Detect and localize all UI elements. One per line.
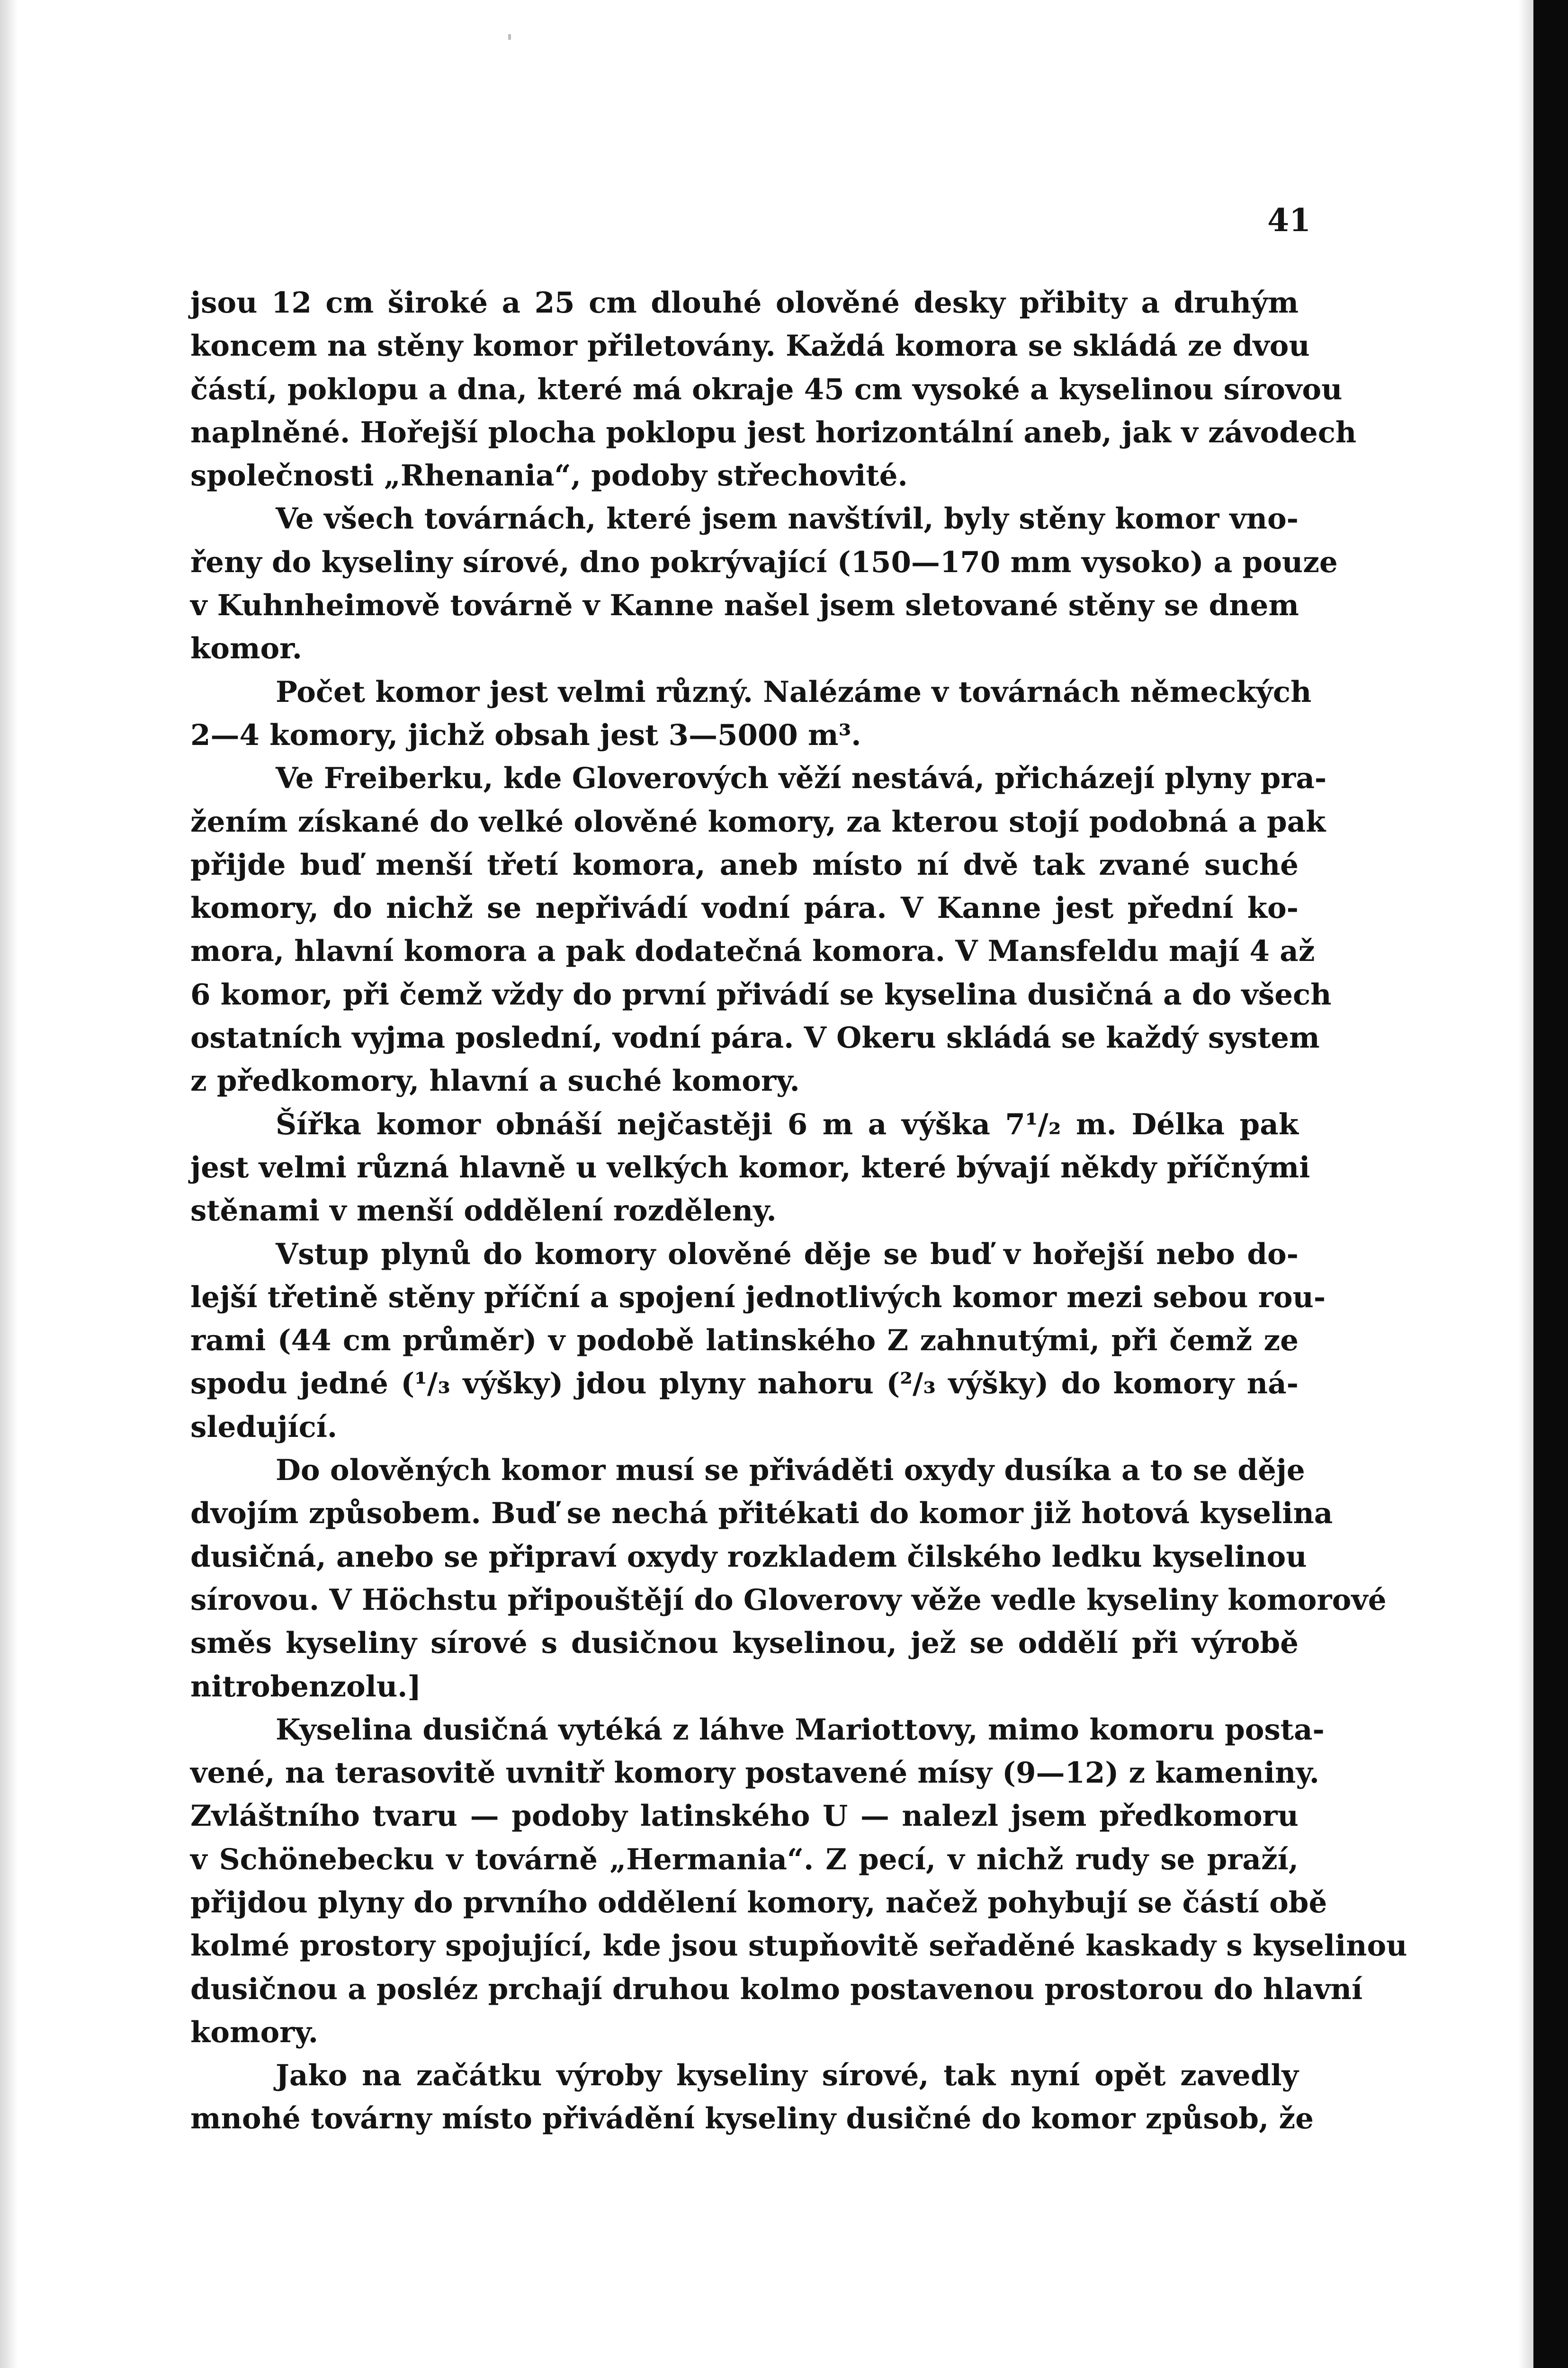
text-line: komory. — [190, 2015, 319, 2049]
text-line: spodu jedné (¹/₃ výšky) jdou plyny nahoru (²/₃ výšky) do komory ná- — [190, 1367, 1299, 1401]
text-line: 6 komor, při čemž vždy do první přivádí se kyselina dusičná a do všech — [190, 978, 1332, 1012]
text-line: mora, hlavní komora a pak dodatečná komora. V Mansfeldu mají 4 až — [190, 934, 1315, 969]
text-line: řeny do kyseliny sírové, dno pokrývající (150—170 mm vysoko) a pouze — [190, 545, 1338, 579]
text-line: Ve Freiberku, kde Gloverových věží nestává, přicházejí plyny pra- — [276, 762, 1327, 796]
text-line: částí, poklopu a dna, které má okraje 45 cm vysoké a kyselinou sírovou — [190, 372, 1343, 406]
text-line: směs kyseliny sírové s dusičnou kyselinou, jež se oddělí při výrobě — [190, 1626, 1299, 1660]
text-line: koncem na stěny komor přiletovány. Každá komora se skládá ze dvou — [190, 329, 1310, 363]
text-line: Šířka komor obnáší nejčastěji 6 m a výška 7¹/₂ m. Délka pak — [276, 1107, 1299, 1141]
text-line: dusičnou a posléz prchají druhou kolmo postavenou prostorou do hlavní — [190, 1972, 1363, 2006]
scan-speck — [508, 34, 511, 40]
text-line: stěnami v menší oddělení rozděleny. — [190, 1194, 777, 1228]
text-line: rami (44 cm průměr) v podobě latinského Z zahnutými, při čemž ze — [190, 1324, 1299, 1358]
text-line: z předkomory, hlavní a suché komory. — [190, 1064, 800, 1098]
text-line: Jako na začátku výroby kyseliny sírové, tak nyní opět zavedly — [276, 2059, 1299, 2093]
page-number: 41 — [1267, 202, 1311, 239]
text-line: vené, na terasovitě uvnitř komory postavené mísy (9—12) z kameniny. — [190, 1756, 1320, 1790]
page-left-edge-shadow — [0, 0, 18, 2368]
page-right-edge-shadow — [1518, 0, 1533, 2368]
text-line: žením získané do velké olověné komory, za kterou stojí podobná a pak — [190, 805, 1326, 839]
text-line: naplněné. Hořejší plocha poklopu jest horizontální aneb, jak v závodech — [190, 415, 1357, 449]
text-line: sledující. — [190, 1410, 338, 1444]
text-line: dvojím způsobem. Buď se nechá přitékati do komor již hotová kyselina — [190, 1497, 1333, 1531]
body-text — [190, 281, 1407, 2141]
text-line: jsou 12 cm široké a 25 cm dlouhé olověné desky přibity a druhým — [190, 286, 1299, 320]
text-line: jest velmi různá hlavně u velkých komor, které bývají někdy příčnými — [190, 1150, 1310, 1184]
text-line: kolmé prostory spojující, kde jsou stupňovitě seřaděné kaskady s kyselinou — [190, 1929, 1407, 1963]
text-line: dusičná, anebo se připraví oxydy rozkladem čilského ledku kyselinou — [190, 1540, 1307, 1574]
text-line: komor. — [190, 632, 302, 666]
text-line: Ve všech továrnách, které jsem navštívil, byly stěny komor vno- — [276, 502, 1299, 536]
text-line: Kyselina dusičná vytéká z láhve Mariottovy, mimo komoru posta- — [276, 1713, 1325, 1747]
text-line: v Schönebecku v továrně „Hermania“. Z pecí, v nichž rudy se praží, — [190, 1842, 1299, 1876]
text-line: Vstup plynů do komory olověné děje se buď v hořejší nebo do- — [276, 1237, 1299, 1271]
text-line: nitrobenzolu.] — [190, 1669, 421, 1704]
text-line: Do olověných komor musí se přiváděti oxydy dusíka a to se děje — [276, 1453, 1305, 1488]
text-line: lejší třetině stěny příční a spojení jednotlivých komor mezi sebou rou- — [190, 1280, 1326, 1314]
text-line: přijdou plyny do prvního oddělení komory, načež pohybují se částí obě — [190, 1885, 1327, 1920]
text-line: v Kuhnheimově továrně v Kanne našel jsem sletované stěny se dnem — [190, 589, 1299, 623]
text-line: přijde buď menší třetí komora, aneb místo ní dvě tak zvané suché — [190, 848, 1299, 882]
text-line: ostatních vyjma poslední, vodní pára. V Okeru skládá se každý system — [190, 1021, 1320, 1055]
scan-border-strip — [1533, 0, 1568, 2368]
text-line: mnohé továrny místo přivádění kyseliny dusičné do komor způsob, že — [190, 2102, 1314, 2136]
text-line: společnosti „Rhenania“, podoby střechovité. — [190, 459, 908, 493]
text-line: komory, do nichž se nepřivádí vodní pára. V Kanne jest přední ko- — [190, 891, 1299, 925]
text-line: sírovou. V Höchstu připouštějí do Gloverovy věže vedle kyseliny komorové — [190, 1583, 1387, 1617]
text-line: Zvláštního tvaru — podoby latinského U — nalezl jsem předkomoru — [190, 1799, 1299, 1833]
text-line: 2—4 komory, jichž obsah jest 3—5000 m³. — [190, 718, 861, 752]
text-line: Počet komor jest velmi různý. Nalézáme v továrnách německých — [276, 675, 1312, 709]
